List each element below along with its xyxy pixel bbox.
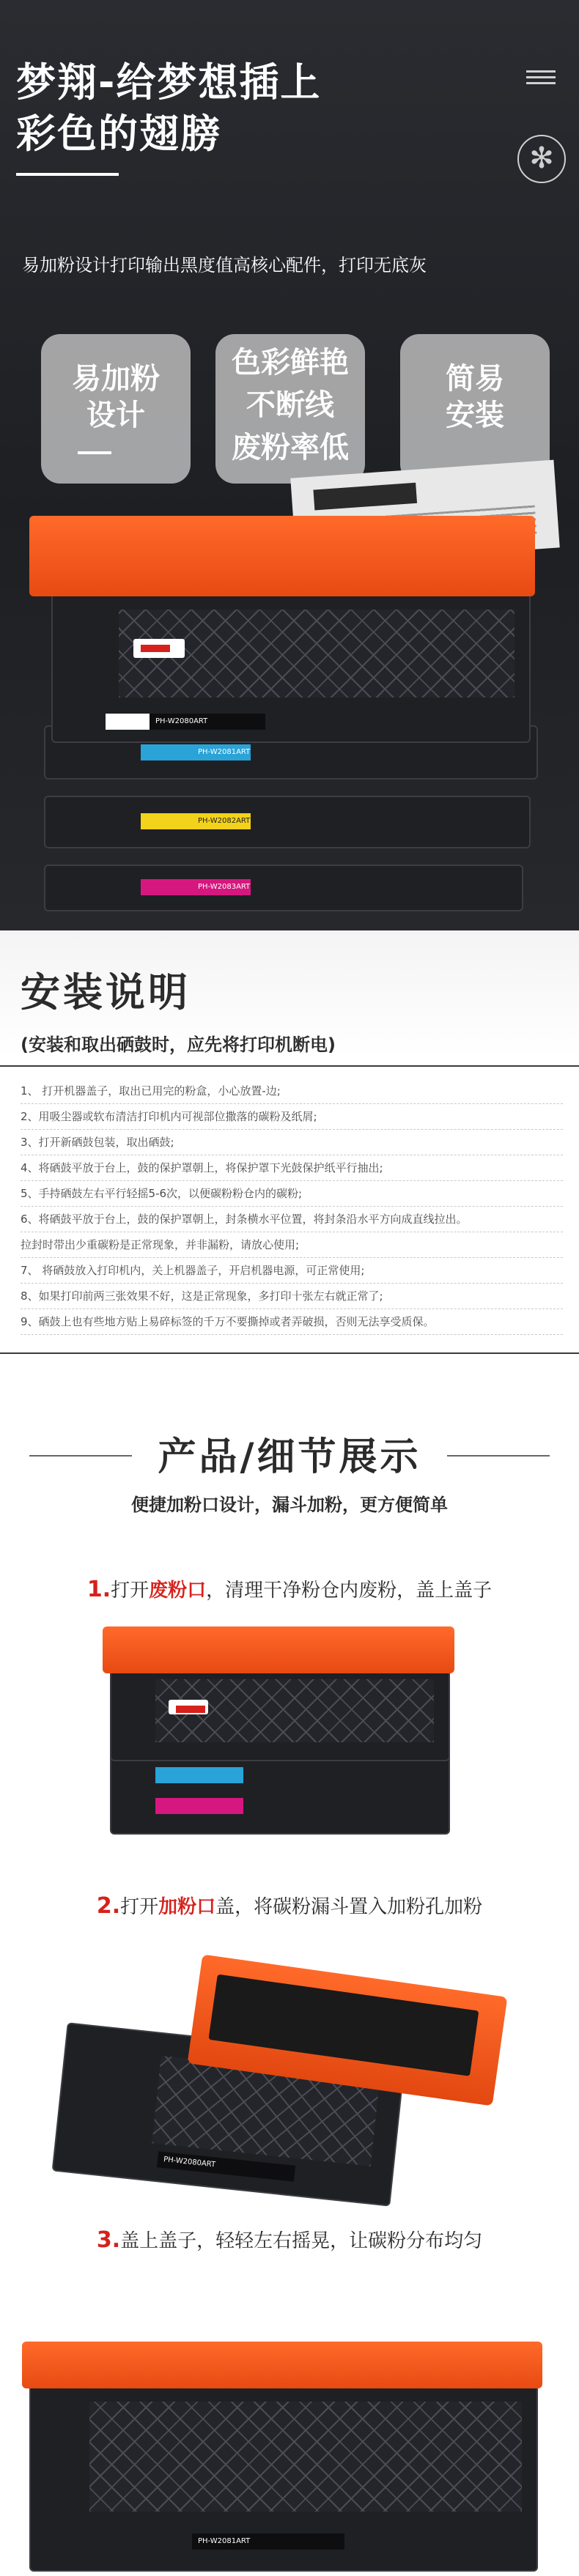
cartridge-label: PH-W2080ART: [157, 2151, 295, 2182]
install-step: 4、将硒鼓平放于台上，鼓的保护罩朝上，将保护罩下光鼓保护纸平行抽出;: [21, 1155, 563, 1181]
step3-cartridge: [29, 2371, 538, 2572]
cartridge-label: PH-W2081ART: [198, 748, 251, 756]
feature-label: 色彩鲜艳 不断线 废粉率低: [232, 346, 349, 465]
install-divider-bottom: [0, 1352, 579, 1354]
cartridge-color-strip: [155, 1767, 243, 1783]
cartridge-color-strip: [155, 1798, 243, 1814]
cartridge-grid: [89, 2402, 522, 2512]
install-step: 拉封时带出少重碳粉是正常现象，并非漏粉，请放心使用;: [21, 1232, 563, 1258]
hero-title: [16, 57, 321, 160]
hero-banner: [0, 0, 579, 930]
cartridge-label: PH-W2081ART: [192, 2534, 344, 2550]
install-section: [0, 930, 579, 1355]
fan-icon: ✻: [517, 135, 566, 183]
arrow-sticker-icon: [133, 639, 185, 658]
install-title: 安装说明: [21, 969, 191, 1015]
step3-orange-lid: [22, 2342, 542, 2388]
cartridge-yellow: [44, 796, 531, 848]
feature-underline: [78, 451, 111, 454]
step1-cartridge-black: [110, 1663, 450, 1761]
feature-card-easy-refill: [41, 334, 191, 484]
cartridge-label: PH-W2082ART: [198, 817, 251, 825]
install-step: 1、 打开机器盖子，取出已用完的粉盒，小心放置-边;: [21, 1078, 563, 1104]
menu-icon: [526, 70, 556, 86]
detail-title: 产品/细节展示: [158, 1435, 421, 1479]
feature-label: 简易 安装: [446, 362, 504, 432]
install-step: 8、如果打印前两三张效果不好，这是正常现象，多打印十张左右就正常了;: [21, 1284, 563, 1309]
detail-step2-caption: 2.打开加粉口盖，将碳粉漏斗置入加粉孔加粉: [96, 1893, 483, 1919]
install-steps: [21, 1078, 563, 1335]
install-subtitle: (安装和取出硒鼓时，应先将打印机断电): [21, 1035, 336, 1055]
step1-cartridge-stack: [110, 1751, 450, 1835]
cartridge-lid-orange: [29, 516, 535, 596]
feature-card-vivid-color: [215, 334, 365, 484]
feature-label: 易加粉 设计: [72, 362, 160, 432]
arrow-sticker-icon: [169, 1700, 208, 1714]
hero-divider: [16, 173, 119, 176]
detail-subtitle: 便捷加粉口设计，漏斗加粉，更方便简单: [131, 1495, 448, 1515]
hero-subtitle: 易加粉设计打印输出黑度值高核心配件，打印无底灰: [22, 255, 427, 275]
detail-step1-caption: 1.打开废粉口，清理干净粉仓内废粉，盖上盖子: [86, 1577, 493, 1602]
hero-title-line1: 梦翔-给梦想插上: [16, 59, 322, 106]
step1-orange-lid: [103, 1626, 454, 1673]
install-step: 2、用吸尘器或软布清洁打印机内可视部位撒落的碳粉及纸屑;: [21, 1104, 563, 1130]
cartridge-label: PH-W2080ART: [150, 714, 265, 730]
install-step: 5、手持硒鼓左右平行轻摇5-6次，以便碳粉粉仓内的碳粉;: [21, 1181, 563, 1207]
cartridge-color-strip: [106, 714, 150, 730]
install-step: 6、将硒鼓平放于台上，鼓的保护罩朝上，封条横水平位置，将封条沿水平方向成直线拉出。: [21, 1207, 563, 1232]
install-step: 9、硒鼓上也有些地方贴上易碎标签的千万不要撕掉或者弄破损，否则无法享受质保。: [21, 1309, 563, 1335]
install-divider: [0, 1065, 579, 1067]
hero-title-line2: 彩色的翅膀: [16, 111, 221, 157]
cartridge-magenta: [44, 865, 523, 911]
detail-step3-caption: 3.盖上盖子，轻轻左右摇晃，让碳粉分布均匀: [96, 2227, 483, 2253]
install-step: 3、打开新硒鼓包装，取出硒鼓;: [21, 1130, 563, 1155]
install-step: 7、 将硒鼓放入打印机内，关上机器盖子，开启机器电源，可正常使用;: [21, 1258, 563, 1284]
cartridge-label: PH-W2083ART: [198, 883, 251, 891]
